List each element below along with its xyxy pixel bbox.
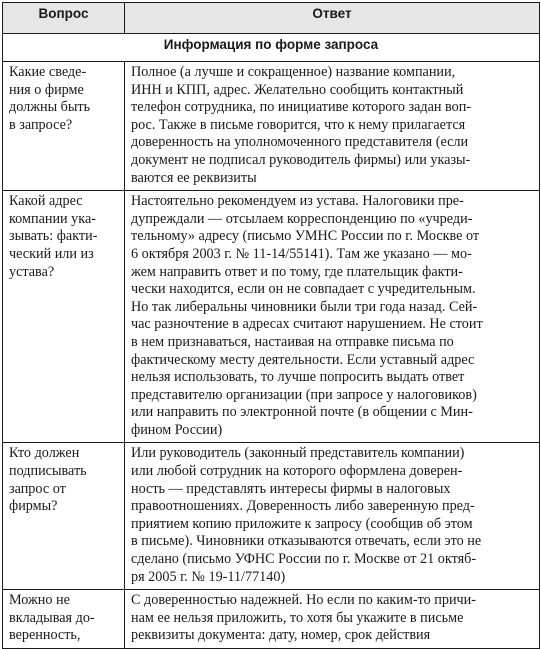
question-cell	[3, 590, 125, 649]
question-line: устава?	[9, 263, 55, 280]
answer-line: нам ее нельзя приложить, то хотя бы укажите в письме	[131, 609, 464, 626]
answer-line: правоотношениях. Доверенность либо заверенную пред-	[131, 498, 475, 515]
question-line: веренность,	[9, 627, 81, 644]
faq-table	[2, 2, 540, 649]
answer-line: тельному» адресу (письмо УМНС России по г. Москве от	[131, 228, 480, 245]
answer-line: Но так либеральны чиновники были три года назад. Сей-	[131, 298, 478, 315]
answer-line: час разночтение в адресах считают нарушением. Не стоит	[131, 316, 483, 333]
answer-column-header: Ответ	[125, 3, 540, 34]
question-line: ческий или из	[9, 245, 94, 262]
answer-line: ность — представлять интересы фирмы в налоговых	[131, 480, 451, 497]
answer-line: сделано (письмо УФНС России по г. Москве от 21 октяб-	[131, 551, 477, 568]
answer-line: в нем признаваться, настаивая на отправке письма по	[131, 333, 454, 350]
answer-line: Полное (а лучше и сокращенное) название компании,	[131, 64, 456, 80]
table-row	[3, 590, 540, 649]
answer-line: приятием копию приложите к запросу (сообщив об этом	[131, 515, 473, 532]
question-line: фирмы?	[9, 498, 58, 515]
answer-line: фином России)	[131, 421, 223, 438]
question-cell	[3, 62, 125, 191]
answer-line: рос. Также в письме говорится, что к нему прилагается	[131, 116, 466, 133]
question-line: подписывать	[9, 463, 87, 480]
question-line: Какой адрес	[9, 193, 83, 210]
section-row	[3, 34, 540, 62]
answer-cell	[125, 443, 540, 590]
answer-line: дупреждали — отсылаем корреспонденцию по «учреди-	[131, 210, 473, 227]
header-row	[3, 3, 540, 34]
answer-line: 6 октября 2003 г. № 11-14/55141). Там же указано — мо-	[131, 245, 472, 262]
answer-line: представителю организации (при запросе у налоговиков)	[131, 386, 477, 403]
question-column-header: Вопрос	[3, 3, 125, 34]
answer-line: ря 2005 г. № 19-11/77140)	[131, 568, 286, 585]
question-line: компании ука-	[9, 210, 96, 227]
answer-line: нельзя использовать, то лучше попросить выдать ответ	[131, 369, 465, 386]
section-title: Информация по форме запроса	[3, 34, 540, 62]
question-cell	[3, 191, 125, 443]
answer-cell	[125, 590, 540, 649]
answer-line: ИНН и КПП, адрес. Желательно сообщить контактный	[131, 81, 464, 98]
answer-line: Настоятельно рекомендуем из устава. Налоговики пре-	[131, 193, 464, 210]
question-line: запрос от	[9, 480, 66, 497]
answer-line: телефон сотрудника, по инициативе которого задан воп-	[131, 99, 472, 116]
answer-line: реквизиты документа: дату, номер, срок действия	[131, 627, 431, 644]
question-line: ния о фирме	[9, 81, 84, 98]
table-row	[3, 443, 540, 590]
answer-line: документ не подписал руководитель фирмы) или указы-	[131, 151, 471, 168]
answer-line: доверенность на уполномоченного представителя (если	[131, 134, 469, 151]
table-row	[3, 191, 540, 443]
answer-cell	[125, 62, 540, 191]
answer-line: в письме). Чиновники отказываются отвечать, если это не	[131, 533, 482, 550]
question-cell	[3, 443, 125, 590]
answer-line: чески находится, если он не совпадает с учредительным.	[131, 281, 476, 298]
question-line: должны быть	[9, 99, 91, 116]
answer-line: ваются ее реквизиты	[131, 169, 257, 186]
question-line: Можно не	[9, 592, 70, 609]
question-line: зывать: факти-	[9, 228, 98, 245]
answer-cell	[125, 191, 540, 443]
answer-line: или любой сотрудник на которого оформлена доверен-	[131, 463, 463, 480]
table-row	[3, 62, 540, 191]
answer-line: Или руководитель (законный представитель компании)	[131, 445, 465, 462]
answer-line: или направить по электронной почте (в общении с Мин-	[131, 404, 473, 421]
answer-line: жем направить ответ и по тому, где плательщик факти-	[131, 263, 463, 280]
answer-line: фактическому месту деятельности. Если уставный адрес	[131, 351, 475, 368]
question-line: вкладывая до-	[9, 609, 95, 626]
question-line: в запросе?	[9, 116, 73, 133]
question-line: Какие сведе-	[9, 64, 87, 80]
answer-line: С доверенностью надежней. Но если по каким-то причи-	[131, 592, 476, 609]
question-line: Кто должен	[9, 445, 80, 462]
